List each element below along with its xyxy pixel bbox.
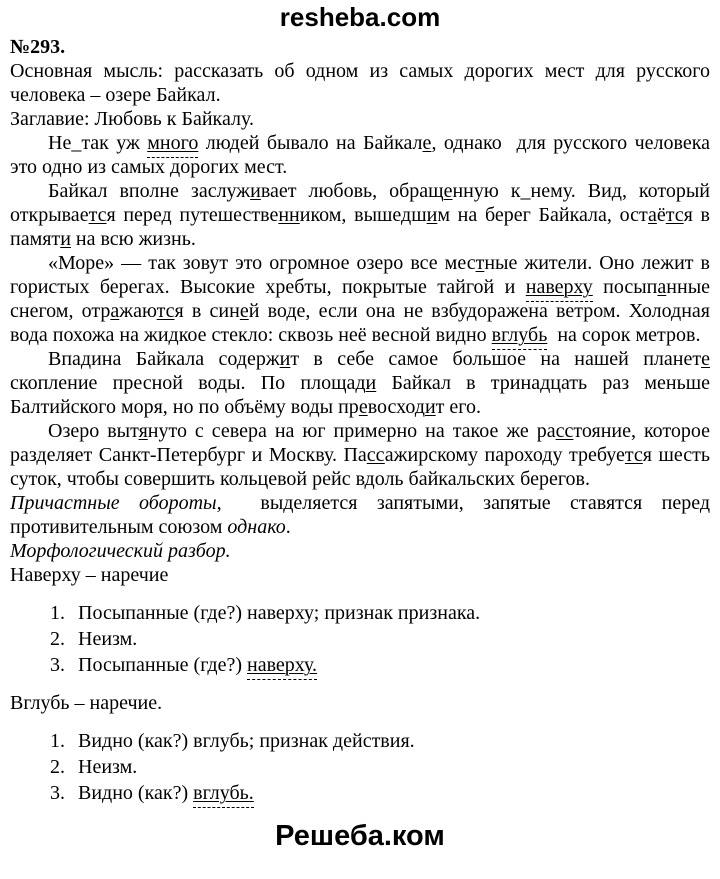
orthogram-underline: а [647, 204, 657, 226]
task-number: №293. [10, 36, 66, 58]
italic-term: Морфологический разбор. [10, 540, 231, 562]
adverb-underline: наверху. [247, 654, 318, 676]
adverb-underline: наверху [525, 276, 593, 298]
orthogram-underline: нн [278, 204, 300, 226]
orthogram-underline: сс [366, 444, 385, 466]
paragraph-more: «Море» — так зовут это огромное озеро все местные жители. Оно лежит в гористых берегах. Высокие хребты, покрытые тайгой и наверху посыпанные снегом, отражаются в синей воде, если она не взбудоражена ветром. Холодная вода похожа на жидкое стекло: сквозь неё весной видно вглубь на сорок метров. [10, 252, 711, 346]
paragraph-ozero: Озеро вытянуто с севера на юг примерно на такое же расстояние, которое разделяет Санкт-Петербург и Москву. Пассажирскому пароходу требуется шесть суток, чтобы совершить кольцевой рейс вдоль байкальских берегов. [10, 420, 710, 490]
orthogram-underline: и [424, 396, 436, 418]
list-item: 1. Посыпанные (где?) наверху; признак признака. [70, 600, 710, 626]
adverb-underline: много [147, 132, 199, 154]
orthogram-underline: т [475, 252, 485, 274]
paragraph-vpadina: Впадина Байкала содержит в себе самое большое на нашей планете скопление пресной воды. По площади Байкал в тринадцать раз меньше Балтийского моря, но по объёму воды превосходит его. [10, 348, 710, 418]
paragraph-morph-heading [10, 539, 710, 563]
list-item: 3. Видно (как?) вглубь. [70, 780, 710, 806]
orthogram-underline: е [443, 180, 453, 202]
orthogram-underline: и [426, 204, 438, 226]
site-header: resheba.com [279, 2, 441, 32]
list-item: 2. Неизм. [70, 626, 710, 652]
naverhu-heading: Наверху – наречие [10, 564, 169, 586]
list-item: 3. Посыпанные (где?) наверху. [70, 652, 710, 678]
orthogram-underline: и [365, 372, 377, 394]
italic-term: однако [227, 516, 286, 538]
vglub-heading: Вглубь – наречие. [10, 692, 163, 714]
paragraph-baikal: Байкал вполне заслуживает любовь, обращенную к_нему. Вид, который открывается перед путешественником, вышедшим на берег Байкала, остаётся в памяти на всю жизнь. [10, 180, 710, 250]
adverb-underline: вглубь [491, 324, 548, 346]
orthogram-underline: сс [555, 420, 574, 442]
orthogram-underline: а [657, 276, 667, 298]
adverb-underline: вглубь. [193, 782, 254, 804]
list-item: 2. Неизм. [70, 754, 710, 780]
orthogram-underline: е [239, 300, 249, 322]
paragraph-participle-note: Причастные обороты, выделяется запятыми, запятые ставятся перед противительным союзом однако. [10, 492, 710, 538]
orthogram-underline: тс [665, 204, 684, 226]
list-item: 1. Видно (как?) вглубь; признак действия. [70, 728, 710, 754]
orthogram-underline: тс [88, 204, 107, 226]
paragraph-netak: Не_так уж много людей бывало на Байкале, однако для русского человека это одно из самых дорогих мест. [10, 132, 710, 178]
orthogram-underline: тс [156, 300, 175, 322]
orthogram-underline: е [422, 132, 432, 154]
orthogram-underline: тс [624, 444, 643, 466]
italic-term: Причастные обороты, [10, 492, 222, 514]
morph-list-vglub [10, 728, 710, 806]
site-footer: Решеба.ком [275, 820, 445, 852]
orthogram-underline: и [60, 228, 71, 250]
orthogram-underline: а [110, 300, 120, 322]
paragraph-main-idea: Основная мысль: рассказать об одном из самых дорогих мест для русского человека – озере Байкал. [10, 60, 710, 106]
orthogram-underline: и [279, 348, 291, 370]
orthogram-underline: и [250, 180, 261, 202]
orthogram-underline: е [701, 348, 710, 370]
morph-list-naverhu [10, 600, 710, 678]
orthogram-underline: е [358, 396, 368, 418]
paragraph-title-line: Заглавие: Любовь к Байкалу. [10, 108, 254, 130]
orthogram-underline: я [138, 420, 148, 442]
